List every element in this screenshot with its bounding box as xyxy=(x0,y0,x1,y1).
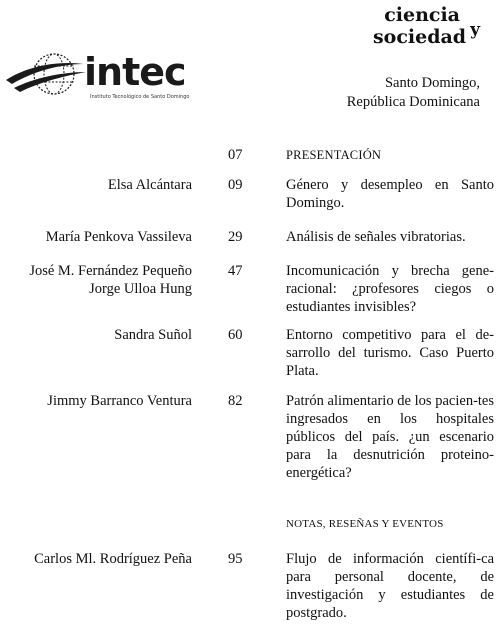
author-name: Sandra Suñol xyxy=(114,327,192,343)
entry-title: Incomunicación y brecha gene-racional: ¿profesores ciegos o estudiantes invisibles? xyxy=(286,263,494,315)
entry-authors xyxy=(47,392,192,410)
entry-title: Entorno competitivo para el de-sarrollo del turismo. Caso Puerto Plata. xyxy=(286,327,494,379)
location-city: Santo Domingo, xyxy=(384,75,480,91)
author-name: María Penkova Vassileva xyxy=(45,229,192,245)
author-name: Jimmy Barranco Ventura xyxy=(47,393,192,409)
entry-authors xyxy=(108,176,192,194)
logo-subtitle: Instituto Tecnológico de Santo Domingo xyxy=(90,94,190,100)
entry-authors xyxy=(29,262,192,298)
page-number: 47 xyxy=(228,263,243,279)
author-name: Jorge Ulloa Hung xyxy=(89,281,192,297)
entry-title: PRESENTACIÓN xyxy=(286,148,382,162)
logo-wordmark: intec xyxy=(84,50,186,94)
entry-title: Patrón alimentario de los pacien-tes ingresados en los hospitales públicos del país. ¿un escenario para la desnutrición proteino-energética? xyxy=(286,393,494,481)
author-name: José M. Fernández Pequeño xyxy=(29,263,192,279)
entry-title: Género y desempleo en Santo Domingo. xyxy=(286,177,494,211)
journal-title-line1: ciencia xyxy=(384,4,460,26)
journal-title-connector: y xyxy=(470,20,480,40)
entry-authors xyxy=(114,326,192,344)
page-number: 09 xyxy=(228,177,243,193)
author-name: Elsa Alcántara xyxy=(107,177,192,193)
entry-title: Análisis de señales vibratorias. xyxy=(286,229,466,245)
page-number: 82 xyxy=(228,393,243,409)
entry-authors xyxy=(46,228,192,246)
page-number: 95 xyxy=(228,551,243,567)
location-country: República Dominicana xyxy=(346,94,480,110)
author-name: Carlos Ml. Rodríguez Peña xyxy=(34,551,192,567)
page-number: 07 xyxy=(228,147,243,163)
entry-authors xyxy=(34,550,192,568)
journal-title-line2: sociedad xyxy=(372,26,467,48)
section-header: NOTAS, RESEÑAS Y EVENTOS xyxy=(286,518,444,530)
entry-title: Flujo de información científi-ca para personal docente, de investigación y estudiantes de postgrado. xyxy=(286,551,494,621)
page-number: 29 xyxy=(228,229,243,245)
page-number: 60 xyxy=(228,327,243,343)
